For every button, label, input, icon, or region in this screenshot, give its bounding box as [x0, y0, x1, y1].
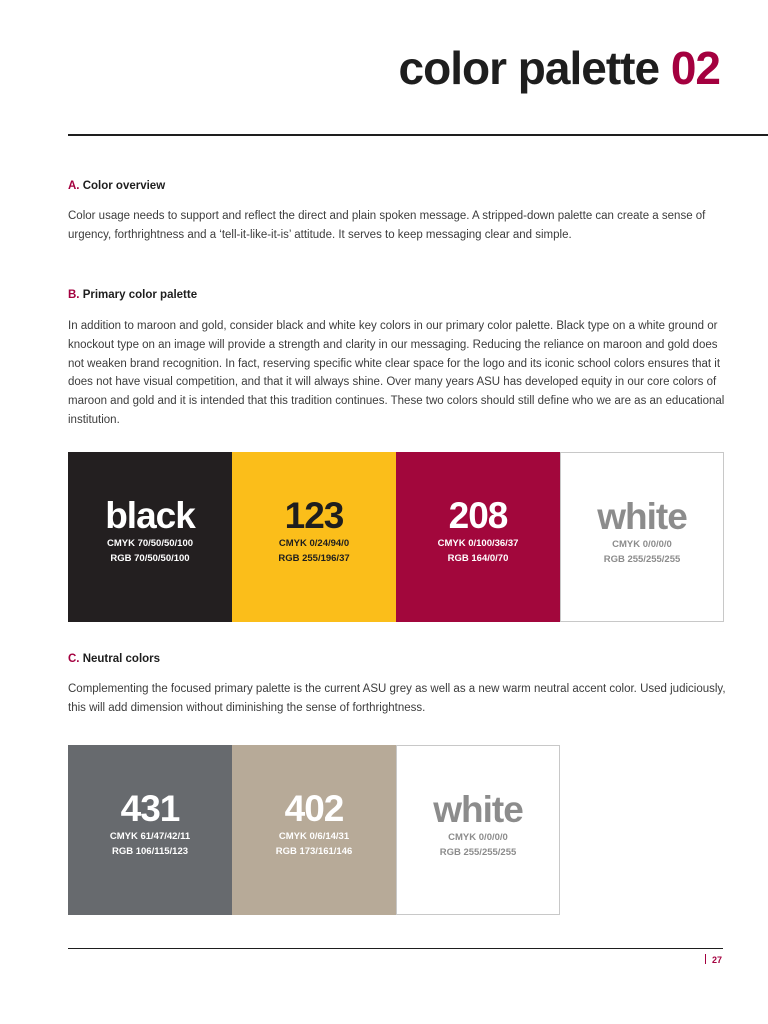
- page-number-value: 27: [711, 955, 722, 965]
- swatch-name: black: [105, 495, 195, 536]
- swatch-name: 402: [284, 788, 344, 829]
- section-a-letter: A.: [68, 180, 80, 192]
- page-title: [399, 40, 720, 96]
- swatch-rgb: RGB 173/161/146: [275, 845, 353, 857]
- swatch-rgb: RGB 106/115/123: [111, 845, 189, 857]
- section-b-body: In addition to maroon and gold, consider black and white key colors in our primary color palette. Black type on a white ground or knockout type on an image will provide a strength and clarity in our messaging. Reducing the reliance on maroon and gold does not weaken brand recognition. In fact, reserving specific white clear space for the logo and its iconic school colors ensures that it does not have visual competition, and that it will always shine. Over many years ASU has developed equity in our core colors of maroon and gold and it is intended that this tradition continues. These two colors should still define who we are as an educational institution.: [68, 320, 725, 426]
- swatch-name: white: [433, 789, 523, 830]
- swatch-cmyk: CMYK 61/47/42/11: [109, 831, 191, 842]
- section-a-title: Color overview: [82, 180, 166, 192]
- section-b-heading: [68, 289, 197, 301]
- section-c-title: Neutral colors: [82, 653, 161, 665]
- swatch-cmyk: CMYK 0/0/0/0: [612, 539, 672, 550]
- swatch-123: [232, 452, 396, 622]
- swatch-rgb: RGB 70/50/50/100: [110, 552, 190, 564]
- swatch-name: 431: [120, 788, 180, 829]
- swatch-431: [68, 745, 232, 915]
- swatch-cmyk: CMYK 0/24/94/0: [278, 538, 350, 549]
- swatch-name: 123: [284, 495, 344, 536]
- swatch-rgb: RGB 164/0/70: [447, 552, 509, 564]
- swatch-208: [396, 452, 560, 622]
- section-b-letter: B.: [68, 289, 80, 301]
- swatch-white: [560, 452, 724, 622]
- footer-divider: [68, 948, 723, 949]
- swatch-cmyk: CMYK 70/50/50/100: [106, 538, 194, 549]
- section-a-body: Color usage needs to support and reflect the direct and plain spoken message. A stripped-down palette can create a sense of urgency, forthrightness and a ‘tell-it-like-it-is’ attitude. It serves to keep messaging clear and simple.: [68, 210, 706, 241]
- swatch-402: [232, 745, 396, 915]
- page-number-bar: [705, 954, 706, 964]
- section-c-letter: C.: [68, 653, 80, 665]
- swatch-name: 208: [448, 495, 508, 536]
- swatch-name: white: [597, 496, 687, 537]
- swatch-cmyk: CMYK 0/0/0/0: [448, 832, 508, 843]
- section-b-title: Primary color palette: [82, 289, 198, 301]
- neutral-swatch-row: [68, 745, 560, 915]
- section-a-heading: [68, 180, 165, 192]
- section-c-heading: [68, 653, 160, 665]
- swatch-rgb: RGB 255/255/255: [439, 846, 517, 858]
- swatch-rgb: RGB 255/196/37: [278, 552, 350, 564]
- swatch-rgb: RGB 255/255/255: [603, 553, 681, 565]
- swatch-black: [68, 452, 232, 622]
- section-number: 02: [670, 42, 720, 94]
- swatch-cmyk: CMYK 0/100/36/37: [437, 538, 519, 549]
- header-divider: [68, 134, 768, 136]
- swatch-white: [396, 745, 560, 915]
- section-c-body: Complementing the focused primary palette is the current ASU grey as well as a new warm neutral accent color. Used judiciously, this will add dimension without diminishing the sense of forthrightness.: [68, 683, 726, 714]
- page-title-text: color palette: [398, 42, 660, 94]
- primary-swatch-row: [68, 452, 724, 622]
- page-number: [705, 954, 722, 965]
- swatch-cmyk: CMYK 0/6/14/31: [278, 831, 350, 842]
